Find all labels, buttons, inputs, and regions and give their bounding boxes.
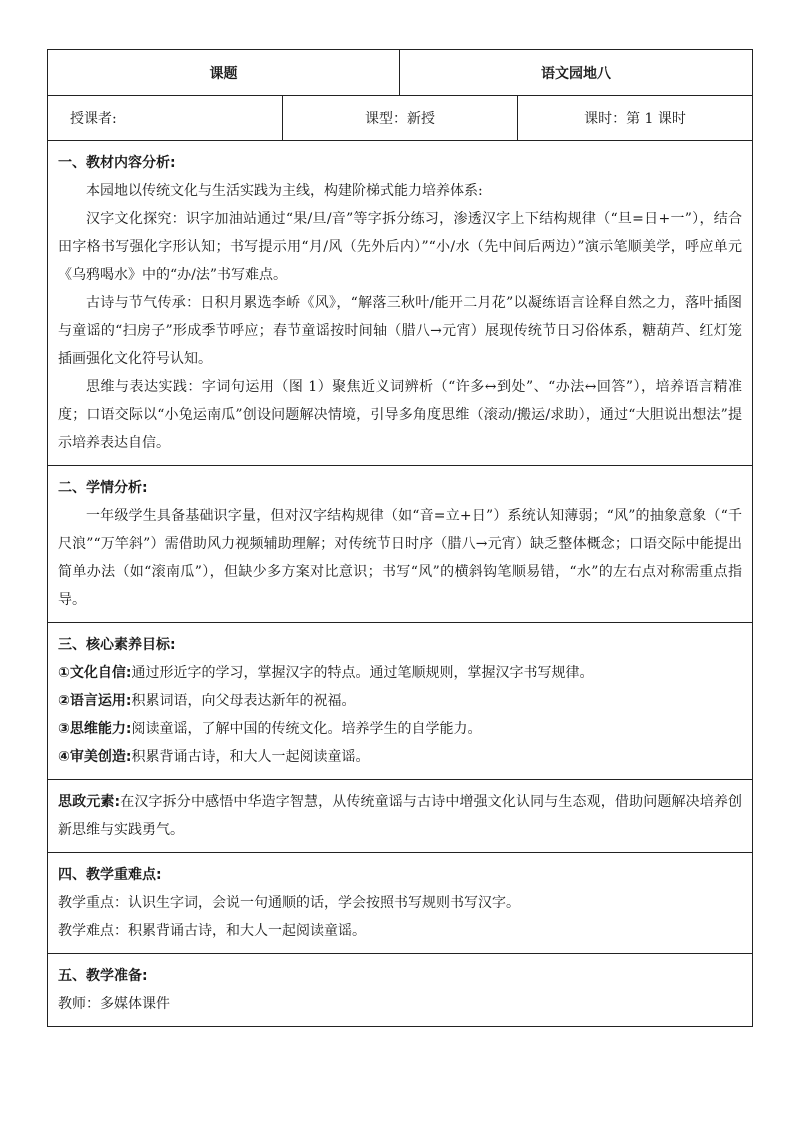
ideology-text: 在汉字拆分中感悟中华造字智慧，从传统童谣与古诗中增强文化认同与生态观，借助问题解决培养创新思维与实践勇气。 bbox=[58, 794, 742, 838]
goal-label: ④审美创造: bbox=[58, 749, 132, 765]
section-ideology bbox=[48, 780, 752, 853]
goal-text: 通过形近字的学习，掌握汉字的特点。通过笔顺规则，掌握汉字书写规律。 bbox=[131, 665, 594, 681]
goal-label: ①文化自信: bbox=[58, 665, 132, 681]
topic-label: 课题 bbox=[48, 50, 400, 95]
goal-item bbox=[58, 743, 742, 771]
section-title: 二、学情分析: bbox=[58, 480, 148, 496]
paragraph: 思维与表达实践：字词句运用（图 1）聚焦近义词辨析（“许多↔到处”、“办法↔回答”），培养语言精准度；口语交际以“小兔运南瓜”创设问题解决情境，引导多角度思维（滚动/搬运/求助），通过“大胆说出想法”提示培养表达自信。 bbox=[58, 379, 742, 451]
paragraph: 本园地以传统文化与生活实践为主线，构建阶梯式能力培养体系: bbox=[86, 183, 483, 199]
goal-label: ②语言运用: bbox=[58, 693, 132, 709]
teacher-field: 授课者: bbox=[48, 96, 283, 140]
goal-text: 积累词语，向父母表达新年的祝福。 bbox=[131, 693, 356, 709]
topic-value: 语文园地八 bbox=[541, 65, 611, 82]
ideology-paragraph bbox=[58, 788, 742, 844]
ideology-label: 思政元素: bbox=[58, 794, 121, 810]
goal-text: 积累背诵古诗，和大人一起阅读童谣。 bbox=[131, 749, 370, 765]
goal-label: ③思维能力: bbox=[58, 721, 132, 737]
header-row bbox=[48, 50, 752, 96]
goal-text: 阅读童谣，了解中国的传统文化。培养学生的自学能力。 bbox=[131, 721, 482, 737]
goal-item bbox=[58, 715, 742, 743]
section-title: 三、核心素养目标: bbox=[58, 637, 176, 653]
paragraph: 一年级学生具备基础识字量，但对汉字结构规律（如“音=立+日”）系统认知薄弱；“风”的抽象意象（“千尺浪”“万竿斜”）需借助风力视频辅助理解；对传统节日时序（腊八→元宵）缺乏整体概念；口语交际中能提出简单办法（如“滚南瓜”），但缺少多方案对比意识；书写“风”的横斜钩笔顺易错，“水”的左右点对称需重点指导。 bbox=[58, 508, 742, 608]
section-key-points bbox=[48, 853, 752, 954]
lesson-period-field: 课时：第 1 课时 bbox=[584, 111, 686, 127]
preparation-text: 教师：多媒体课件 bbox=[58, 996, 170, 1012]
goal-item bbox=[58, 659, 742, 687]
section-title: 一、教材内容分析: bbox=[58, 155, 176, 171]
meta-row bbox=[48, 96, 752, 141]
paragraph: 汉字文化探究：识字加油站通过“果/旦/音”等字拆分练习，渗透汉字上下结构规律（“旦=日+一”），结合田字格书写强化字形认知；书写提示用“月/风（先外后内）”“小/水（先中间后两边）”演示笔顺美学，呼应单元《乌鸦喝水》中的“办/法”书写难点。 bbox=[58, 211, 742, 283]
lesson-plan-table bbox=[47, 49, 753, 1027]
section-student-analysis bbox=[48, 466, 752, 623]
section-material-analysis bbox=[48, 141, 752, 466]
difficult-point: 教学难点：积累背诵古诗，和大人一起阅读童谣。 bbox=[58, 923, 366, 939]
paragraph: 古诗与节气传承：日积月累选李峤《风》，“解落三秋叶/能开二月花”以凝练语言诠释自然之力，落叶插图与童谣的“扫房子”形成季节呼应；春节童谣按时间轴（腊八→元宵）展现传统节日习俗体系，糖葫芦、红灯笼插画强化文化符号认知。 bbox=[58, 295, 742, 367]
section-title: 五、教学准备: bbox=[58, 968, 148, 984]
goal-item bbox=[58, 687, 742, 715]
key-point: 教学重点：认识生字词，会说一句通顺的话，学会按照书写规则书写汉字。 bbox=[58, 895, 520, 911]
section-preparation bbox=[48, 954, 752, 1026]
lesson-type-field: 课型：新授 bbox=[283, 96, 518, 140]
section-core-goals bbox=[48, 623, 752, 780]
section-title: 四、教学重难点: bbox=[58, 867, 162, 883]
